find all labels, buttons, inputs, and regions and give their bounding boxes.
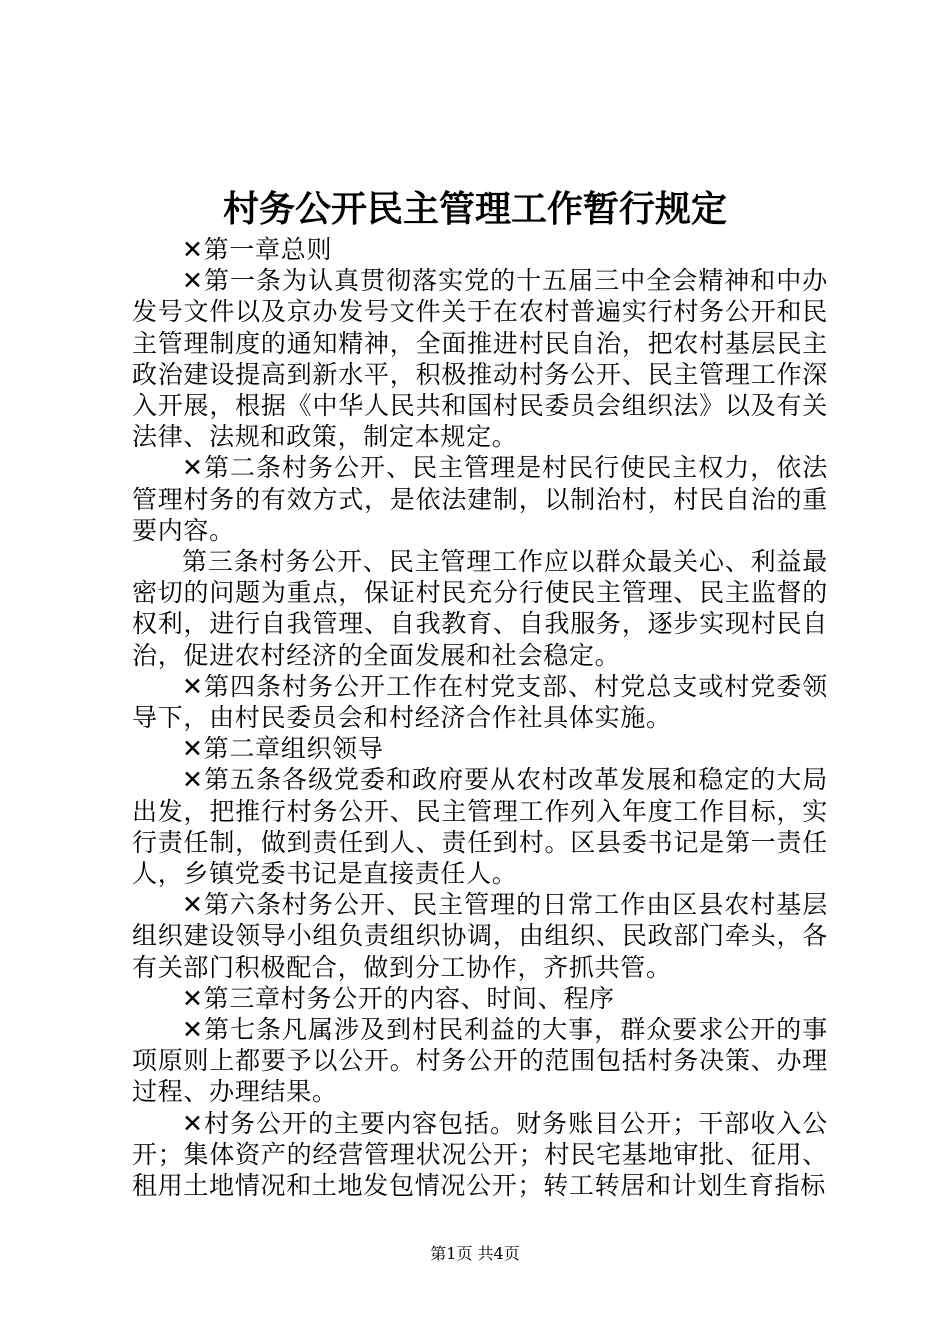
paragraph-chapter-2: ✕第二章组织领导: [182, 734, 384, 764]
paragraph-chapter-1: ✕第一章总则: [182, 235, 333, 264]
paragraph-article-7: ✕第七条凡属涉及到村民利益的大事，群众要求公开的事项原则上都要予以公开。村务公开的范围包括村务决策、办理过程、办理结果。: [132, 1015, 828, 1107]
paragraph-chapter-3: ✕第三章村务公开的内容、时间、程序: [182, 983, 615, 1013]
paragraph-article-6: ✕第六条村务公开、民主管理的日常工作由区县农村基层组织建设领导小组负责组织协调，由组织、民政部门牵头，各有关部门积极配合，做到分工协作，齐抓共管。: [132, 890, 828, 982]
paragraph-article-2: ✕第二条村务公开、民主管理是村民行使民主权力，依法管理村务的有效方式，是依法建制，以制治村，村民自治的重要内容。: [132, 453, 828, 545]
document-title: 村务公开民主管理工作暂行规定: [222, 188, 727, 230]
paragraph-article-1: ✕第一条为认真贯彻落实党的十五届三中全会精神和中办发号文件以及京办发号文件关于在农村普遍实行村务公开和民主管理制度的通知精神，全面推进村民自治，把农村基层民主政治建设提高到新水平，积极推动村务公开、民主管理工作深入开展，根据《中华人民共和国村民委员会组织法》以及有关法律、法规和政策，制定本规定。: [132, 266, 828, 452]
paragraph-content-list: ✕村务公开的主要内容包括。财务账目公开；干部收入公开；集体资产的经营管理状况公开；村民宅基地审批、征用、租用土地情况和土地发包情况公开；转工转居和计划生育指标: [132, 1108, 828, 1201]
document-body: [132, 234, 828, 1201]
page-footer: 第1页 共4页: [430, 1244, 520, 1263]
paragraph-article-3: 第三条村务公开、民主管理工作应以群众最关心、利益最密切的问题为重点，保证村民充分行使民主管理、民主监督的权利，进行自我管理、自我教育、自我服务，逐步实现村民自治，促进农村经济的全面发展和社会稳定。: [132, 547, 828, 670]
paragraph-article-5: ✕第五条各级党委和政府要从农村改革发展和稳定的大局出发，把推行村务公开、民主管理工作列入年度工作目标，实行责任制，做到责任到人、责任到村。区县委书记是第一责任人，乡镇党委书记是直接责任人。: [132, 765, 828, 889]
paragraph-article-4: ✕第四条村务公开工作在村党支部、村党总支或村党委领导下，由村民委员会和村经济合作社具体实施。: [132, 671, 828, 733]
